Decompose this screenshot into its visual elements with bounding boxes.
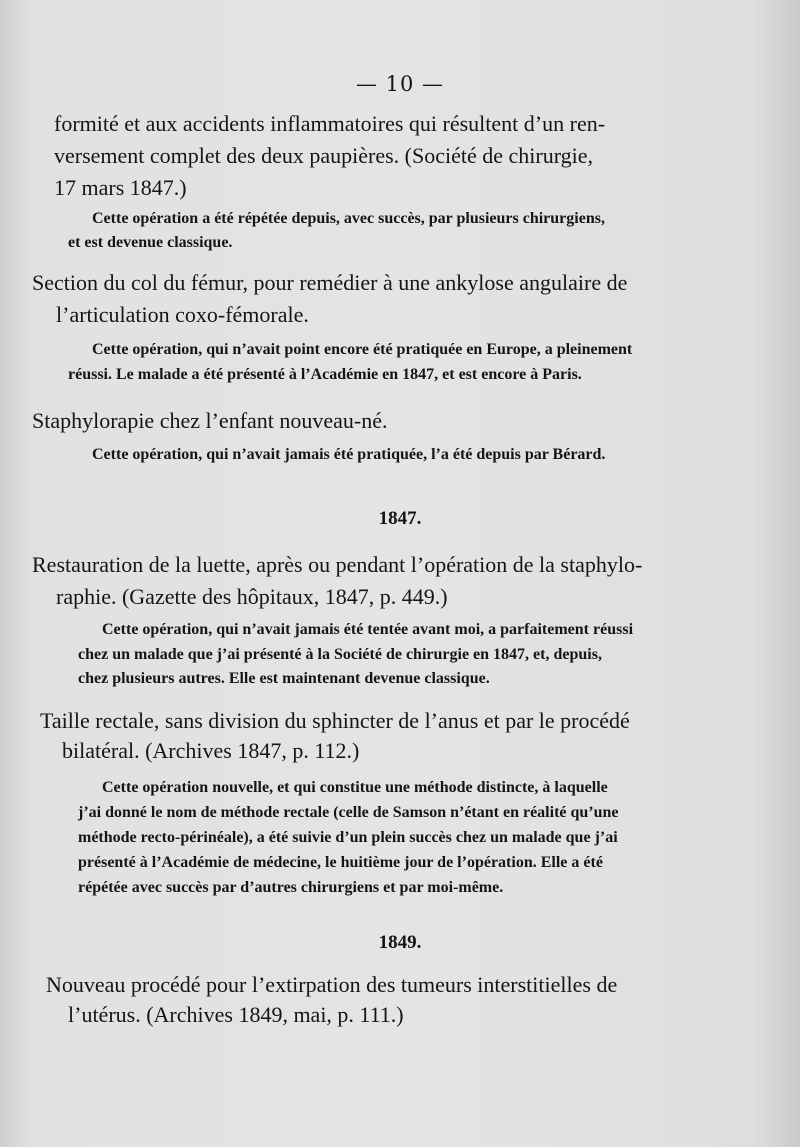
note-line: chez un malade que j’ai présenté à la Société de chirurgie en 1847, et, depuis, bbox=[78, 646, 602, 663]
paragraph-line: l’utérus. (Archives 1849, mai, p. 111.) bbox=[68, 1002, 404, 1027]
note-line: réussi. Le malade a été présenté à l’Académie en 1847, et est encore à Paris. bbox=[68, 366, 582, 383]
note-line: j’ai donné le nom de méthode rectale (celle de Samson n’étant en réalité qu’une bbox=[78, 804, 619, 821]
paragraph-line: Staphylorapie chez l’enfant nouveau-né. bbox=[32, 408, 388, 433]
paragraph-line: 17 mars 1847.) bbox=[54, 175, 187, 200]
page-number: — 10 — bbox=[355, 72, 445, 96]
note-line: Cette opération nouvelle, et qui constitue une méthode distincte, à laquelle bbox=[102, 779, 608, 796]
paragraph-line: l’articulation coxo-fémorale. bbox=[56, 302, 309, 327]
note-line: Cette opération, qui n’avait jamais été tentée avant moi, a parfaitement réussi bbox=[102, 621, 634, 638]
note-line: chez plusieurs autres. Elle est maintenant devenue classique. bbox=[78, 670, 490, 687]
note-line: présenté à l’Académie de médecine, le huitième jour de l’opération. Elle a été bbox=[78, 854, 603, 871]
paragraph-line: formité et aux accidents inflammatoires qui résultent d’un ren- bbox=[54, 111, 606, 136]
paragraph-line: Section du col du fémur, pour remédier à une ankylose angulaire de bbox=[32, 270, 628, 295]
paragraph-line: raphie. (Gazette des hôpitaux, 1847, p. 449.) bbox=[56, 584, 448, 609]
paragraph-line: bilatéral. (Archives 1847, p. 112.) bbox=[62, 738, 360, 763]
note-line: répétée avec succès par d’autres chirurgiens et par moi-même. bbox=[78, 879, 504, 896]
year-heading: 1847. bbox=[378, 508, 422, 529]
paragraph-line: Nouveau procédé pour l’extirpation des tumeurs interstitielles de bbox=[46, 972, 618, 997]
note-line: Cette opération, qui n’avait jamais été pratiquée, l’a été depuis par Bérard. bbox=[92, 446, 606, 463]
note-line: Cette opération, qui n’avait point encore été pratiquée en Europe, a pleinement bbox=[92, 341, 633, 358]
note-line: méthode recto-périnéale), a été suivie d’un plein succès chez un malade que j’ai bbox=[78, 829, 618, 846]
paragraph-line: versement complet des deux paupières. (Société de chirurgie, bbox=[54, 143, 594, 168]
paragraph-line: Restauration de la luette, après ou pendant l’opération de la staphylo- bbox=[32, 552, 643, 577]
year-heading: 1849. bbox=[378, 932, 422, 953]
note-line: Cette opération a été répétée depuis, avec succès, par plusieurs chirurgiens, bbox=[92, 210, 605, 227]
note-line: et est devenue classique. bbox=[68, 234, 233, 251]
paragraph-line: Taille rectale, sans division du sphincter de l’anus et par le procédé bbox=[40, 708, 630, 733]
